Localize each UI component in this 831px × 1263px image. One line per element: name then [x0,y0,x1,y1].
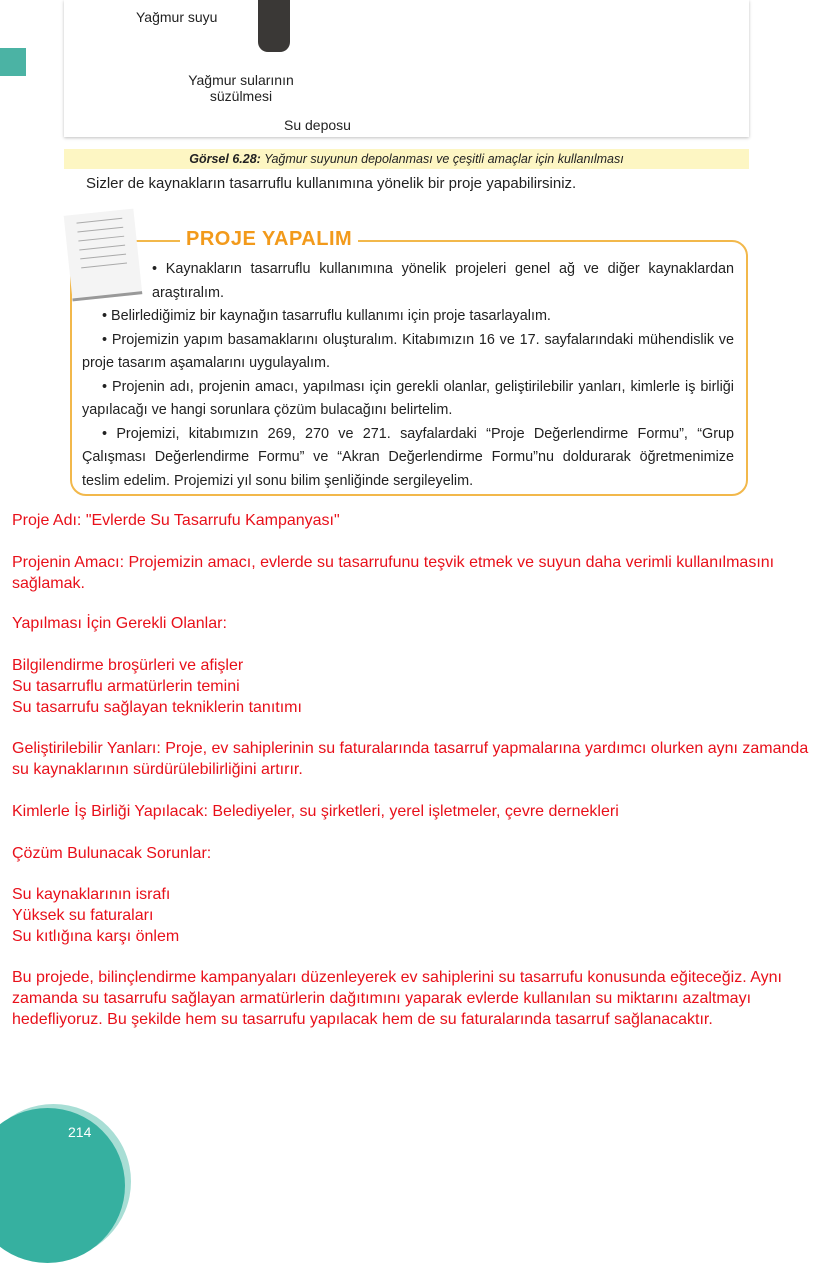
figure-rainwater [64,0,749,137]
filter-pipe-illustration [258,0,290,52]
answer-problems-list [12,884,827,947]
list-item: Yüksek su faturaları [12,907,154,924]
list-item: Su tasarruflu armatürlerin temini [12,678,240,695]
answer-partners: Kimlerle İş Birliği Yapılacak: Belediyeler, su şirketleri, yerel işletmeler, çevre dernekleri [12,803,619,820]
answer-purpose: Projenin Amacı: Projemizin amacı, evlerde su tasarrufunu teşvik etmek ve suyun daha verimli kullanılmasını sağlamak. [12,554,775,592]
figure-caption: Görsel 6.28: Yağmur suyunun depolanması ve çeşitli amaçlar için kullanılması [64,149,749,169]
intro-text: Sizler de kaynakların tasarruflu kullanımına yönelik bir proje yapabilirsiniz. [86,175,577,192]
list-item: Su kaynaklarının israfı [12,886,171,903]
page-number: 214 [68,1124,92,1140]
project-item: • Projemizin yapım basamaklarını oluşturalım. Kitabımızın 16 ve 17. sayfalarındaki mühendislik ve proje tasarım aşamalarını uygulayalım. [82,331,734,371]
list-item: Bilgilendirme broşürleri ve afişler [12,657,244,674]
project-items [82,258,734,493]
answer-needs-list [12,655,827,718]
page-number-badge [0,1108,125,1263]
list-item: Su kıtlığına karşı önlem [12,928,180,945]
answer-summary: Bu projede, bilinçlendirme kampanyaları düzenleyerek ev sahiplerini su tasarrufu konusunda eğiteceğiz. Aynı zamanda su tasarrufu sağlayan armatürlerin dağıtımını yaparak evlerde kullanılan su miktarını azaltmayı hedefliyoruz. Bu şekilde hem su tasarrufu yapılacak hem de su faturalarında tasarruf sağlanacaktır. [12,969,782,1028]
project-item: • Belirlediğimiz bir kaynağın tasarruflu kullanımı için proje tasarlayalım. [102,308,551,324]
project-title: PROJE YAPALIM [180,228,358,251]
label-rain: Yağmur suyu [136,9,218,25]
label-filter: Yağmur sularının süzülmesi [188,72,294,104]
project-item: • Projemizi, kitabımızın 269, 270 ve 271. sayfalardaki “Proje Değerlendirme Formu”, “Grup Çalışması Değerlendirme Formu” ve “Akran Değerlendirme Formu”nu doldurarak öğretmenimize teslim edelim. Projemizi yıl sonu bilim şenliğinde sergileyelim. [82,425,734,489]
project-item: • Projenin adı, projenin amacı, yapılması için gerekli olanlar, geliştirilebilir yanları, kimlerle iş birliği yapılacağı ve hangi sorunlara çözüm bulacağını belirtelim. [82,378,734,418]
answer-improvable: Geliştirilebilir Yanları: Proje, ev sahiplerinin su faturalarında tasarruf yapmalarına yardımcı olurken aynı zamanda su kaynaklarının sürdürülebilirliğini artırır. [12,740,809,778]
project-item: • Kaynakların tasarruflu kullanımına yönelik projeleri genel ağ ve diğer kaynaklardan araştıralım. [152,261,734,301]
answer-needs-title: Yapılması İçin Gerekli Olanlar: [12,615,227,632]
label-tank: Su deposu [284,117,351,133]
section-tab [0,48,26,76]
answer-problems-title: Çözüm Bulunacak Sorunlar: [12,845,212,862]
list-item: Su tasarrufu sağlayan tekniklerin tanıtımı [12,699,302,716]
answer-name: Proje Adı: "Evlerde Su Tasarrufu Kampanyası" [12,512,340,529]
